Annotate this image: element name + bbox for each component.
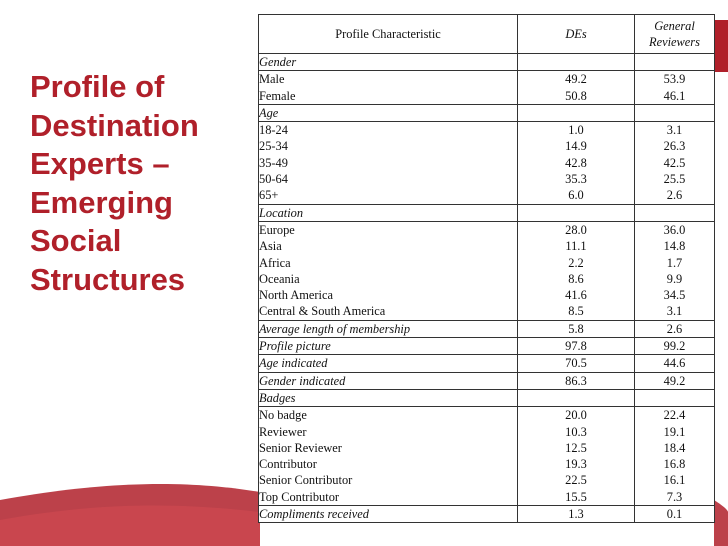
row-label: 18-24 25-34 35-49 50-64 65+ xyxy=(259,122,518,204)
title-line: Experts – xyxy=(30,146,170,181)
header-general-line2: Reviewers xyxy=(649,35,700,49)
gr-value: 3.1 26.3 42.5 25.5 2.6 xyxy=(635,122,715,204)
gr-value: 53.9 46.1 xyxy=(635,71,715,105)
header-general-line1: General xyxy=(654,18,695,33)
row-label: Average length of membership xyxy=(259,320,518,337)
row-label: Profile picture xyxy=(259,338,518,355)
row-label: Europe Asia Africa Oceania North America Central & South America xyxy=(259,221,518,320)
gr-value: 2.6 xyxy=(635,320,715,337)
section-label: Gender xyxy=(259,54,518,71)
des-value: 1.3 xyxy=(518,506,635,523)
table-row xyxy=(259,355,715,372)
gr-value: 99.2 xyxy=(635,338,715,355)
table-row xyxy=(259,407,715,506)
gr-value: 36.0 14.8 1.7 9.9 34.5 3.1 xyxy=(635,221,715,320)
row-label: Gender indicated xyxy=(259,372,518,389)
row-label: Age indicated xyxy=(259,355,518,372)
section-label: Age xyxy=(259,104,518,121)
row-label: Compliments received xyxy=(259,506,518,523)
des-value: 97.8 xyxy=(518,338,635,355)
des-value: 49.2 50.8 xyxy=(518,71,635,105)
table-row xyxy=(259,71,715,105)
section-row-gender xyxy=(259,54,715,71)
row-label: No badge Reviewer Senior Reviewer Contributor Senior Contributor Top Contributor xyxy=(259,407,518,506)
slide-title xyxy=(30,68,230,299)
header-general-reviewers xyxy=(635,15,715,54)
section-row-location xyxy=(259,204,715,221)
wave-shape-right xyxy=(714,500,728,546)
des-value: 86.3 xyxy=(518,372,635,389)
des-value: 20.0 10.3 12.5 19.3 22.5 15.5 xyxy=(518,407,635,506)
table-row xyxy=(259,338,715,355)
section-row-age xyxy=(259,104,715,121)
header-des: DEs xyxy=(518,15,635,54)
section-label: Badges xyxy=(259,389,518,406)
profile-table xyxy=(258,14,715,523)
title-line: Structures xyxy=(30,261,186,297)
des-value: 28.0 11.1 2.2 8.6 41.6 8.5 xyxy=(518,221,635,320)
des-value: 1.0 14.9 42.8 35.3 6.0 xyxy=(518,122,635,204)
title-line: Profile of xyxy=(30,69,165,104)
table-header-row xyxy=(259,15,715,54)
title-line: Emerging xyxy=(30,184,173,220)
table-row xyxy=(259,122,715,204)
row-label: Male Female xyxy=(259,71,518,105)
section-label: Location xyxy=(259,204,518,221)
table-row xyxy=(259,320,715,337)
section-row-badges xyxy=(259,389,715,406)
gr-value: 22.4 19.1 18.4 16.8 16.1 7.3 xyxy=(635,407,715,506)
des-value: 70.5 xyxy=(518,355,635,372)
gr-value: 49.2 xyxy=(635,372,715,389)
title-line: Destination xyxy=(30,107,199,143)
gr-value: 0.1 xyxy=(635,506,715,523)
table-row xyxy=(259,506,715,523)
table-row xyxy=(259,221,715,320)
profile-table-container xyxy=(258,14,714,523)
title-line: Social xyxy=(30,223,122,258)
des-value: 5.8 xyxy=(518,320,635,337)
header-characteristic: Profile Characteristic xyxy=(259,15,518,54)
table-row xyxy=(259,372,715,389)
gr-value: 44.6 xyxy=(635,355,715,372)
